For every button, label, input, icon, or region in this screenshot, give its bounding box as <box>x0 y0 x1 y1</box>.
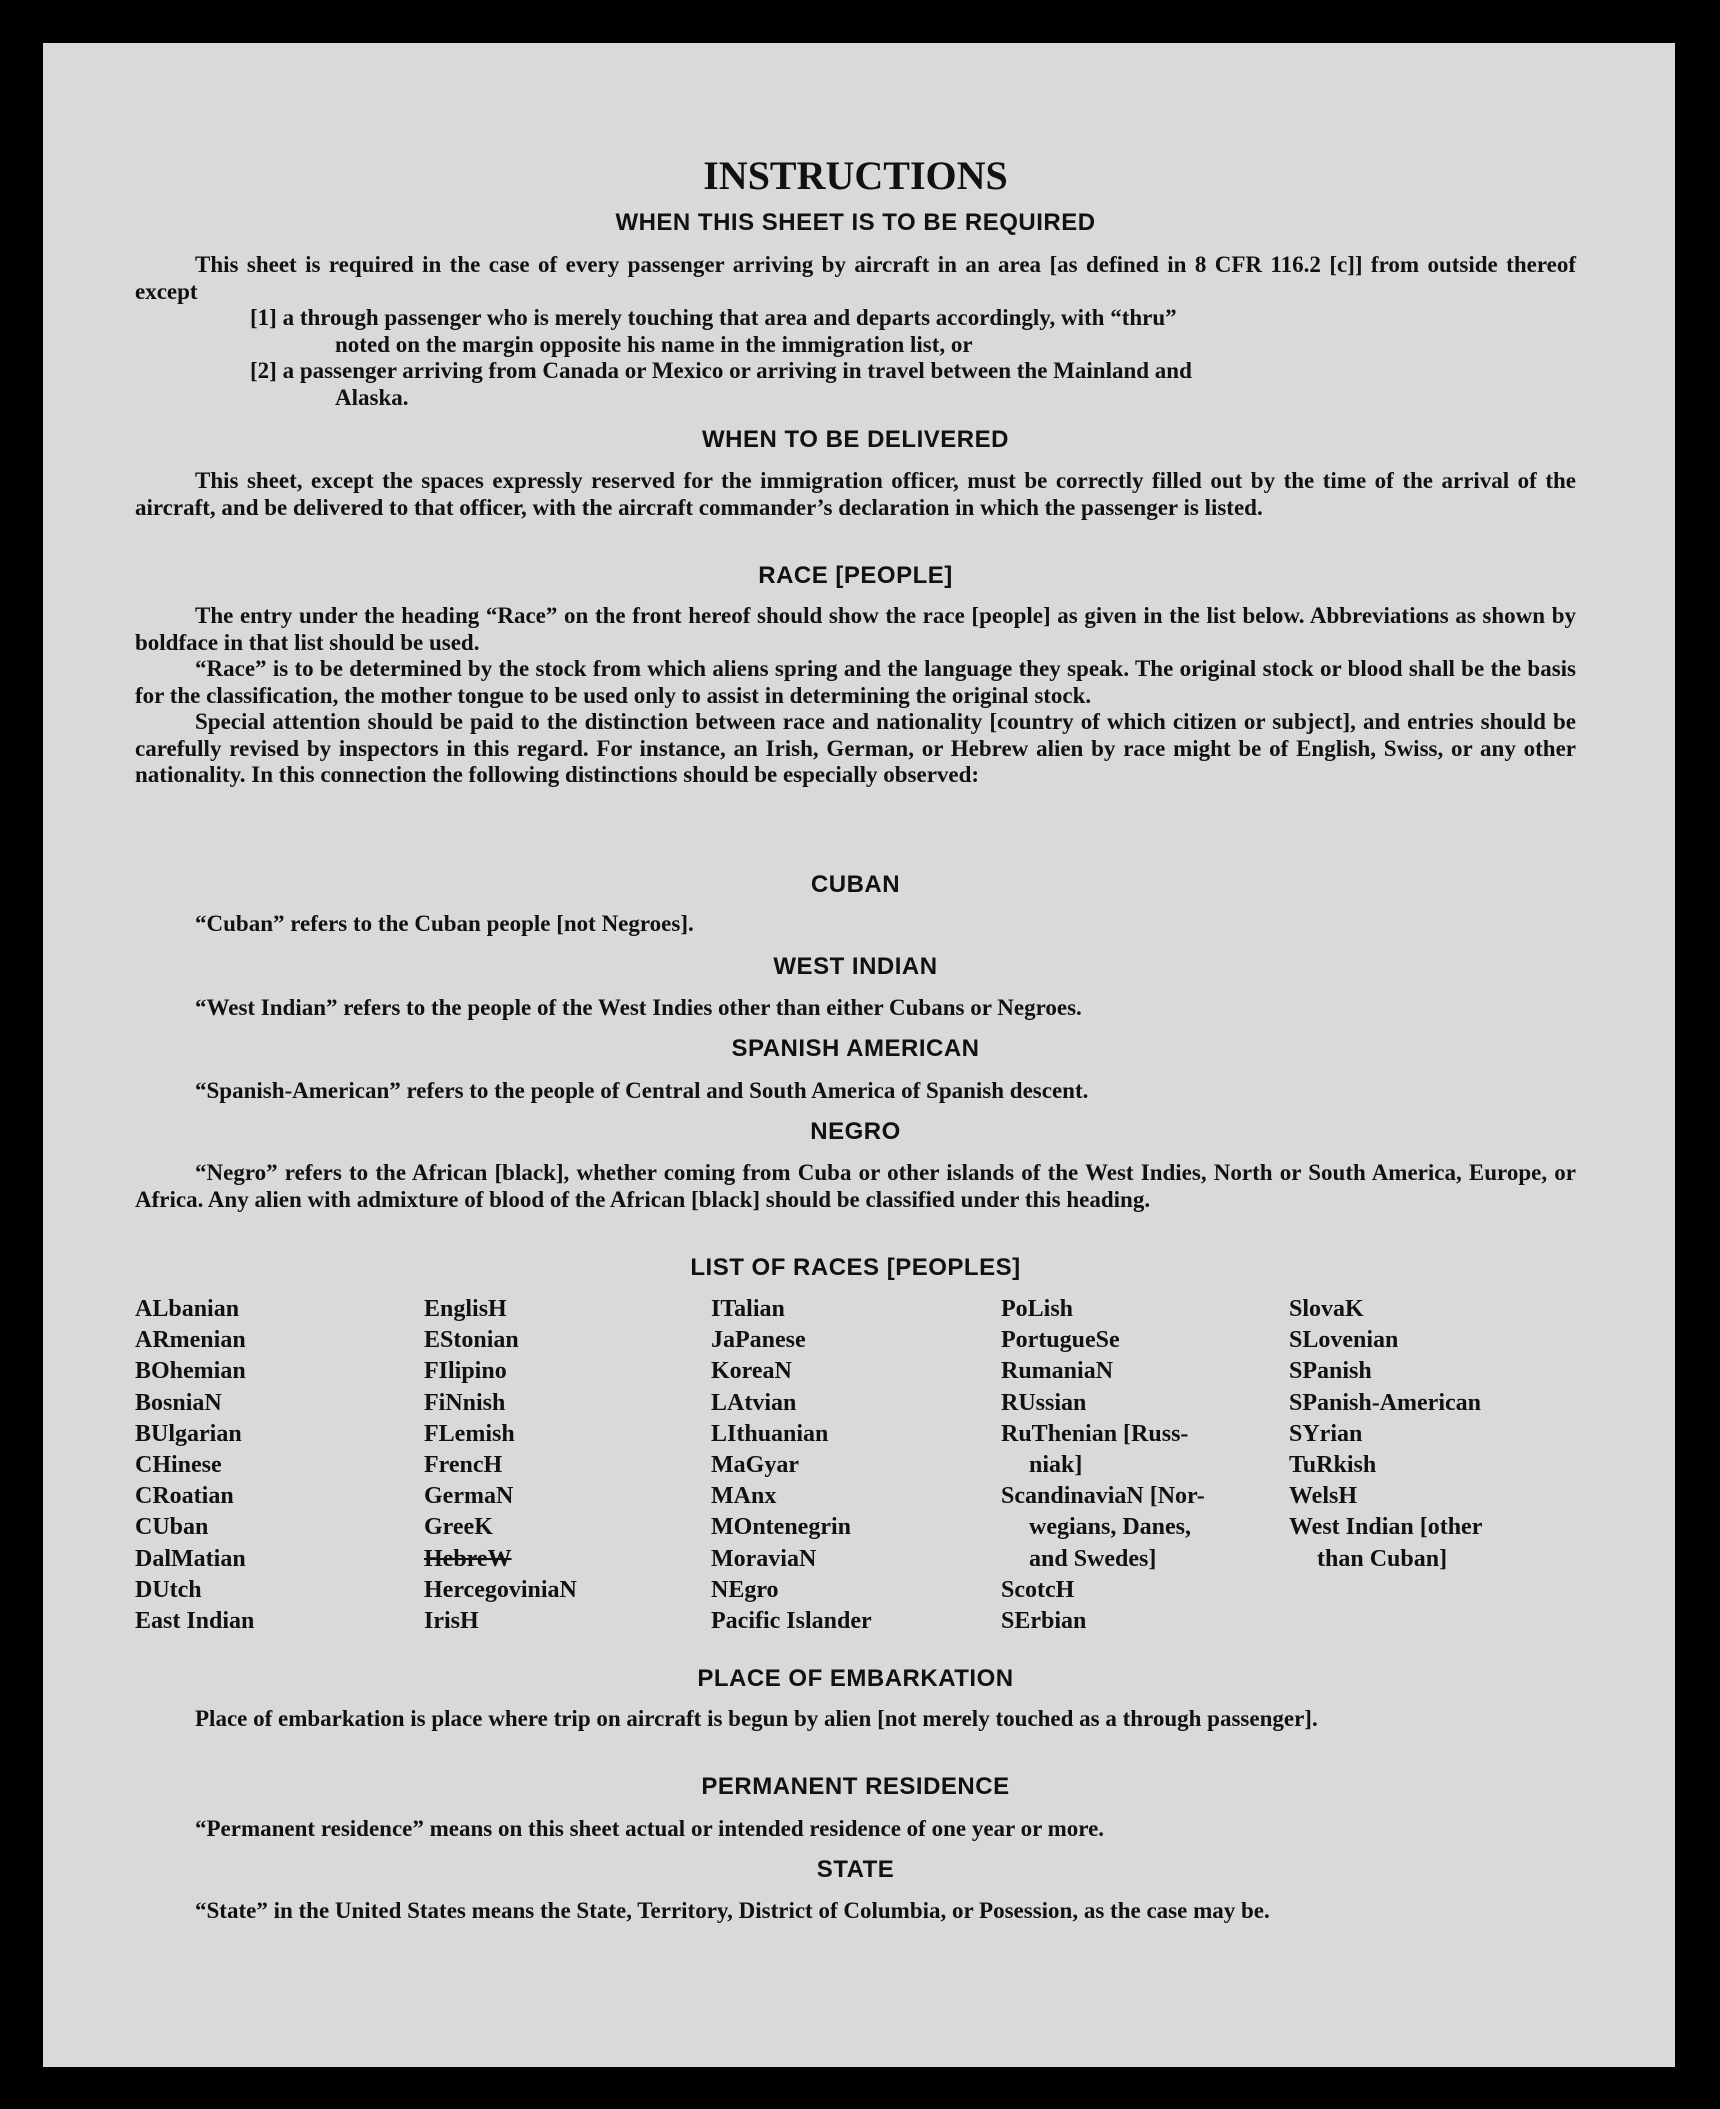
paragraph: Special attention should be paid to the distinction between race and nationality [country of which citizen or subject], and entries should be carefully revised by inspectors in this regard. For instance, an Irish, German, or Hebrew alien by race might be of English, Swiss, or any other nationality. In this connection the following distinctions should be especially observed: <box>135 709 1576 787</box>
race-entry: BOhemian <box>135 1358 246 1385</box>
race-entry: East Indian <box>135 1608 255 1635</box>
race-entry: IrisH <box>424 1608 479 1635</box>
race-entry: SErbian <box>1001 1608 1087 1635</box>
list-item <box>250 305 1576 358</box>
list-item <box>250 358 1576 411</box>
race-entry-continuation: niak] <box>1029 1452 1083 1479</box>
section-permanent-residence <box>135 1816 1576 1843</box>
paragraph: “Negro” refers to the African [black], whether coming from Cuba or other islands of the West Indies, North or South America, Europe, or Africa. Any alien with admixture of blood of the African [black] should be classified under this heading. <box>135 1160 1576 1212</box>
races-column-3 <box>711 1294 872 1637</box>
race-entry: JaPanese <box>711 1327 806 1354</box>
section-embarkation <box>135 1706 1576 1733</box>
race-entry: SLovenian <box>1289 1327 1399 1354</box>
race-entry: MaGyar <box>711 1452 799 1479</box>
section-when-delivered <box>135 468 1576 521</box>
paragraph: This sheet is required in the case of every passenger arriving by aircraft in an area [as defined in 8 CFR 116.2 [c]] from outside thereof except <box>135 252 1576 304</box>
race-entry-struck: HebreW <box>424 1545 512 1572</box>
item-continuation: noted on the margin opposite his name in the immigration list, or <box>335 331 973 357</box>
race-entry: West Indian [other <box>1289 1514 1483 1541</box>
item-text: [1] a through passenger who is merely touching that area and departs accordingly, with “thru” <box>250 305 1177 330</box>
race-entry: ITalian <box>711 1296 785 1322</box>
race-entry: ScandinaviaN [Nor- <box>1001 1483 1205 1510</box>
race-entry: EStonian <box>424 1327 519 1354</box>
race-entry: NEgro <box>711 1576 779 1603</box>
race-entry: GermaN <box>424 1483 514 1510</box>
heading-embarkation: PLACE OF EMBARKATION <box>697 1665 1014 1692</box>
paragraph: Place of embarkation is place where trip on aircraft is begun by alien [not merely touched as a through passenger]. <box>195 1706 1318 1731</box>
race-entry: FIlipino <box>424 1358 507 1385</box>
section-negro <box>135 1160 1576 1213</box>
race-entry: PortugueSe <box>1001 1327 1120 1354</box>
section-when-required <box>135 252 1576 411</box>
race-entry: BosniaN <box>135 1389 222 1416</box>
heading-race: RACE [PEOPLE] <box>758 562 953 589</box>
section-state <box>135 1898 1576 1925</box>
race-entry: RuThenian [Russ- <box>1001 1420 1189 1447</box>
page-title: INSTRUCTIONS <box>703 153 1008 198</box>
race-entry: MOntenegrin <box>711 1514 851 1541</box>
heading-spanish-american: SPANISH AMERICAN <box>731 1035 980 1062</box>
races-column-4 <box>1001 1294 1205 1637</box>
heading-negro: NEGRO <box>810 1118 901 1145</box>
race-entry: SPanish <box>1289 1358 1372 1385</box>
race-entry: SYrian <box>1289 1420 1363 1447</box>
race-entry: CUban <box>135 1514 209 1541</box>
race-entry: MAnx <box>711 1483 777 1510</box>
race-entry: LIthuanian <box>711 1420 829 1447</box>
races-column-2 <box>424 1294 577 1637</box>
race-entry-continuation: wegians, Danes, <box>1029 1514 1192 1541</box>
paragraph: “Race” is to be determined by the stock from which aliens spring and the language they speak. The original stock or blood shall be the basis for the classification, the mother tongue to be used only to assist in determining the original stock. <box>135 656 1576 708</box>
races-column-5 <box>1289 1294 1482 1575</box>
item-continuation: Alaska. <box>335 384 409 410</box>
paragraph: “State” in the United States means the State, Territory, District of Columbia, or Posession, as the case may be. <box>195 1898 1270 1923</box>
race-entry: CRoatian <box>135 1483 234 1510</box>
race-entry: RUssian <box>1001 1389 1087 1416</box>
race-entry: GreeK <box>424 1514 493 1541</box>
race-entry: FLemish <box>424 1420 515 1447</box>
section-cuban <box>135 911 1576 938</box>
race-entry: TuRkish <box>1289 1452 1377 1479</box>
race-entry: SPanish-American <box>1289 1389 1481 1416</box>
heading-west-indian: WEST INDIAN <box>773 953 938 980</box>
race-entry: RumaniaN <box>1001 1358 1114 1385</box>
heading-state: STATE <box>816 1856 895 1883</box>
section-spanish-american <box>135 1078 1576 1105</box>
race-entry: LAtvian <box>711 1389 797 1416</box>
paragraph: This sheet, except the spaces expressly reserved for the immigration officer, must be correctly filled out by the time of the arrival of the aircraft, and be delivered to that officer, with the aircraft commander’s declaration in which the passenger is listed. <box>135 468 1576 520</box>
section-west-indian <box>135 995 1576 1022</box>
race-entry: CHinese <box>135 1452 222 1479</box>
heading-list-of-races: LIST OF RACES [PEOPLES] <box>690 1254 1021 1281</box>
race-entry: FrencH <box>424 1452 503 1479</box>
heading-when-required: WHEN THIS SHEET IS TO BE REQUIRED <box>615 209 1096 236</box>
race-entry-continuation: than Cuban] <box>1317 1545 1448 1572</box>
heading-when-delivered: WHEN TO BE DELIVERED <box>702 426 1009 453</box>
races-column-1 <box>135 1294 254 1637</box>
heading-permanent-residence: PERMANENT RESIDENCE <box>701 1773 1010 1800</box>
item-text: [2] a passenger arriving from Canada or Mexico or arriving in travel between the Mainland and <box>250 358 1192 383</box>
race-entry: BUlgarian <box>135 1420 242 1447</box>
race-entry: ALbanian <box>135 1296 240 1322</box>
paragraph: “Permanent residence” means on this sheet actual or intended residence of one year or more. <box>195 1816 1105 1841</box>
race-entry: WelsH <box>1289 1483 1358 1510</box>
race-entry: EnglisH <box>424 1296 507 1322</box>
paragraph: “Cuban” refers to the Cuban people [not Negroes]. <box>195 911 694 936</box>
race-entry: DUtch <box>135 1576 202 1603</box>
section-race <box>135 603 1576 789</box>
race-entry: MoraviaN <box>711 1545 817 1572</box>
race-entry: HercegoviniaN <box>424 1576 577 1603</box>
race-entry: Pacific Islander <box>711 1608 872 1635</box>
heading-cuban: CUBAN <box>810 871 901 898</box>
race-entry-continuation: and Swedes] <box>1029 1545 1157 1572</box>
race-entry: FiNnish <box>424 1389 506 1416</box>
race-entry: ARmenian <box>135 1327 246 1354</box>
paragraph: The entry under the heading “Race” on the front hereof should show the race [people] as given in the list below. Abbreviations as shown by boldface in that list should be used. <box>135 603 1576 655</box>
race-entry: SlovaK <box>1289 1296 1364 1322</box>
race-entry: KoreaN <box>711 1358 792 1385</box>
paragraph: “West Indian” refers to the people of the West Indies other than either Cubans or Negroes. <box>195 995 1082 1020</box>
race-entry: PoLish <box>1001 1296 1074 1322</box>
paragraph: “Spanish-American” refers to the people of Central and South America of Spanish descent. <box>195 1078 1089 1103</box>
race-entry: DalMatian <box>135 1545 246 1572</box>
race-entry: ScotcH <box>1001 1576 1075 1603</box>
